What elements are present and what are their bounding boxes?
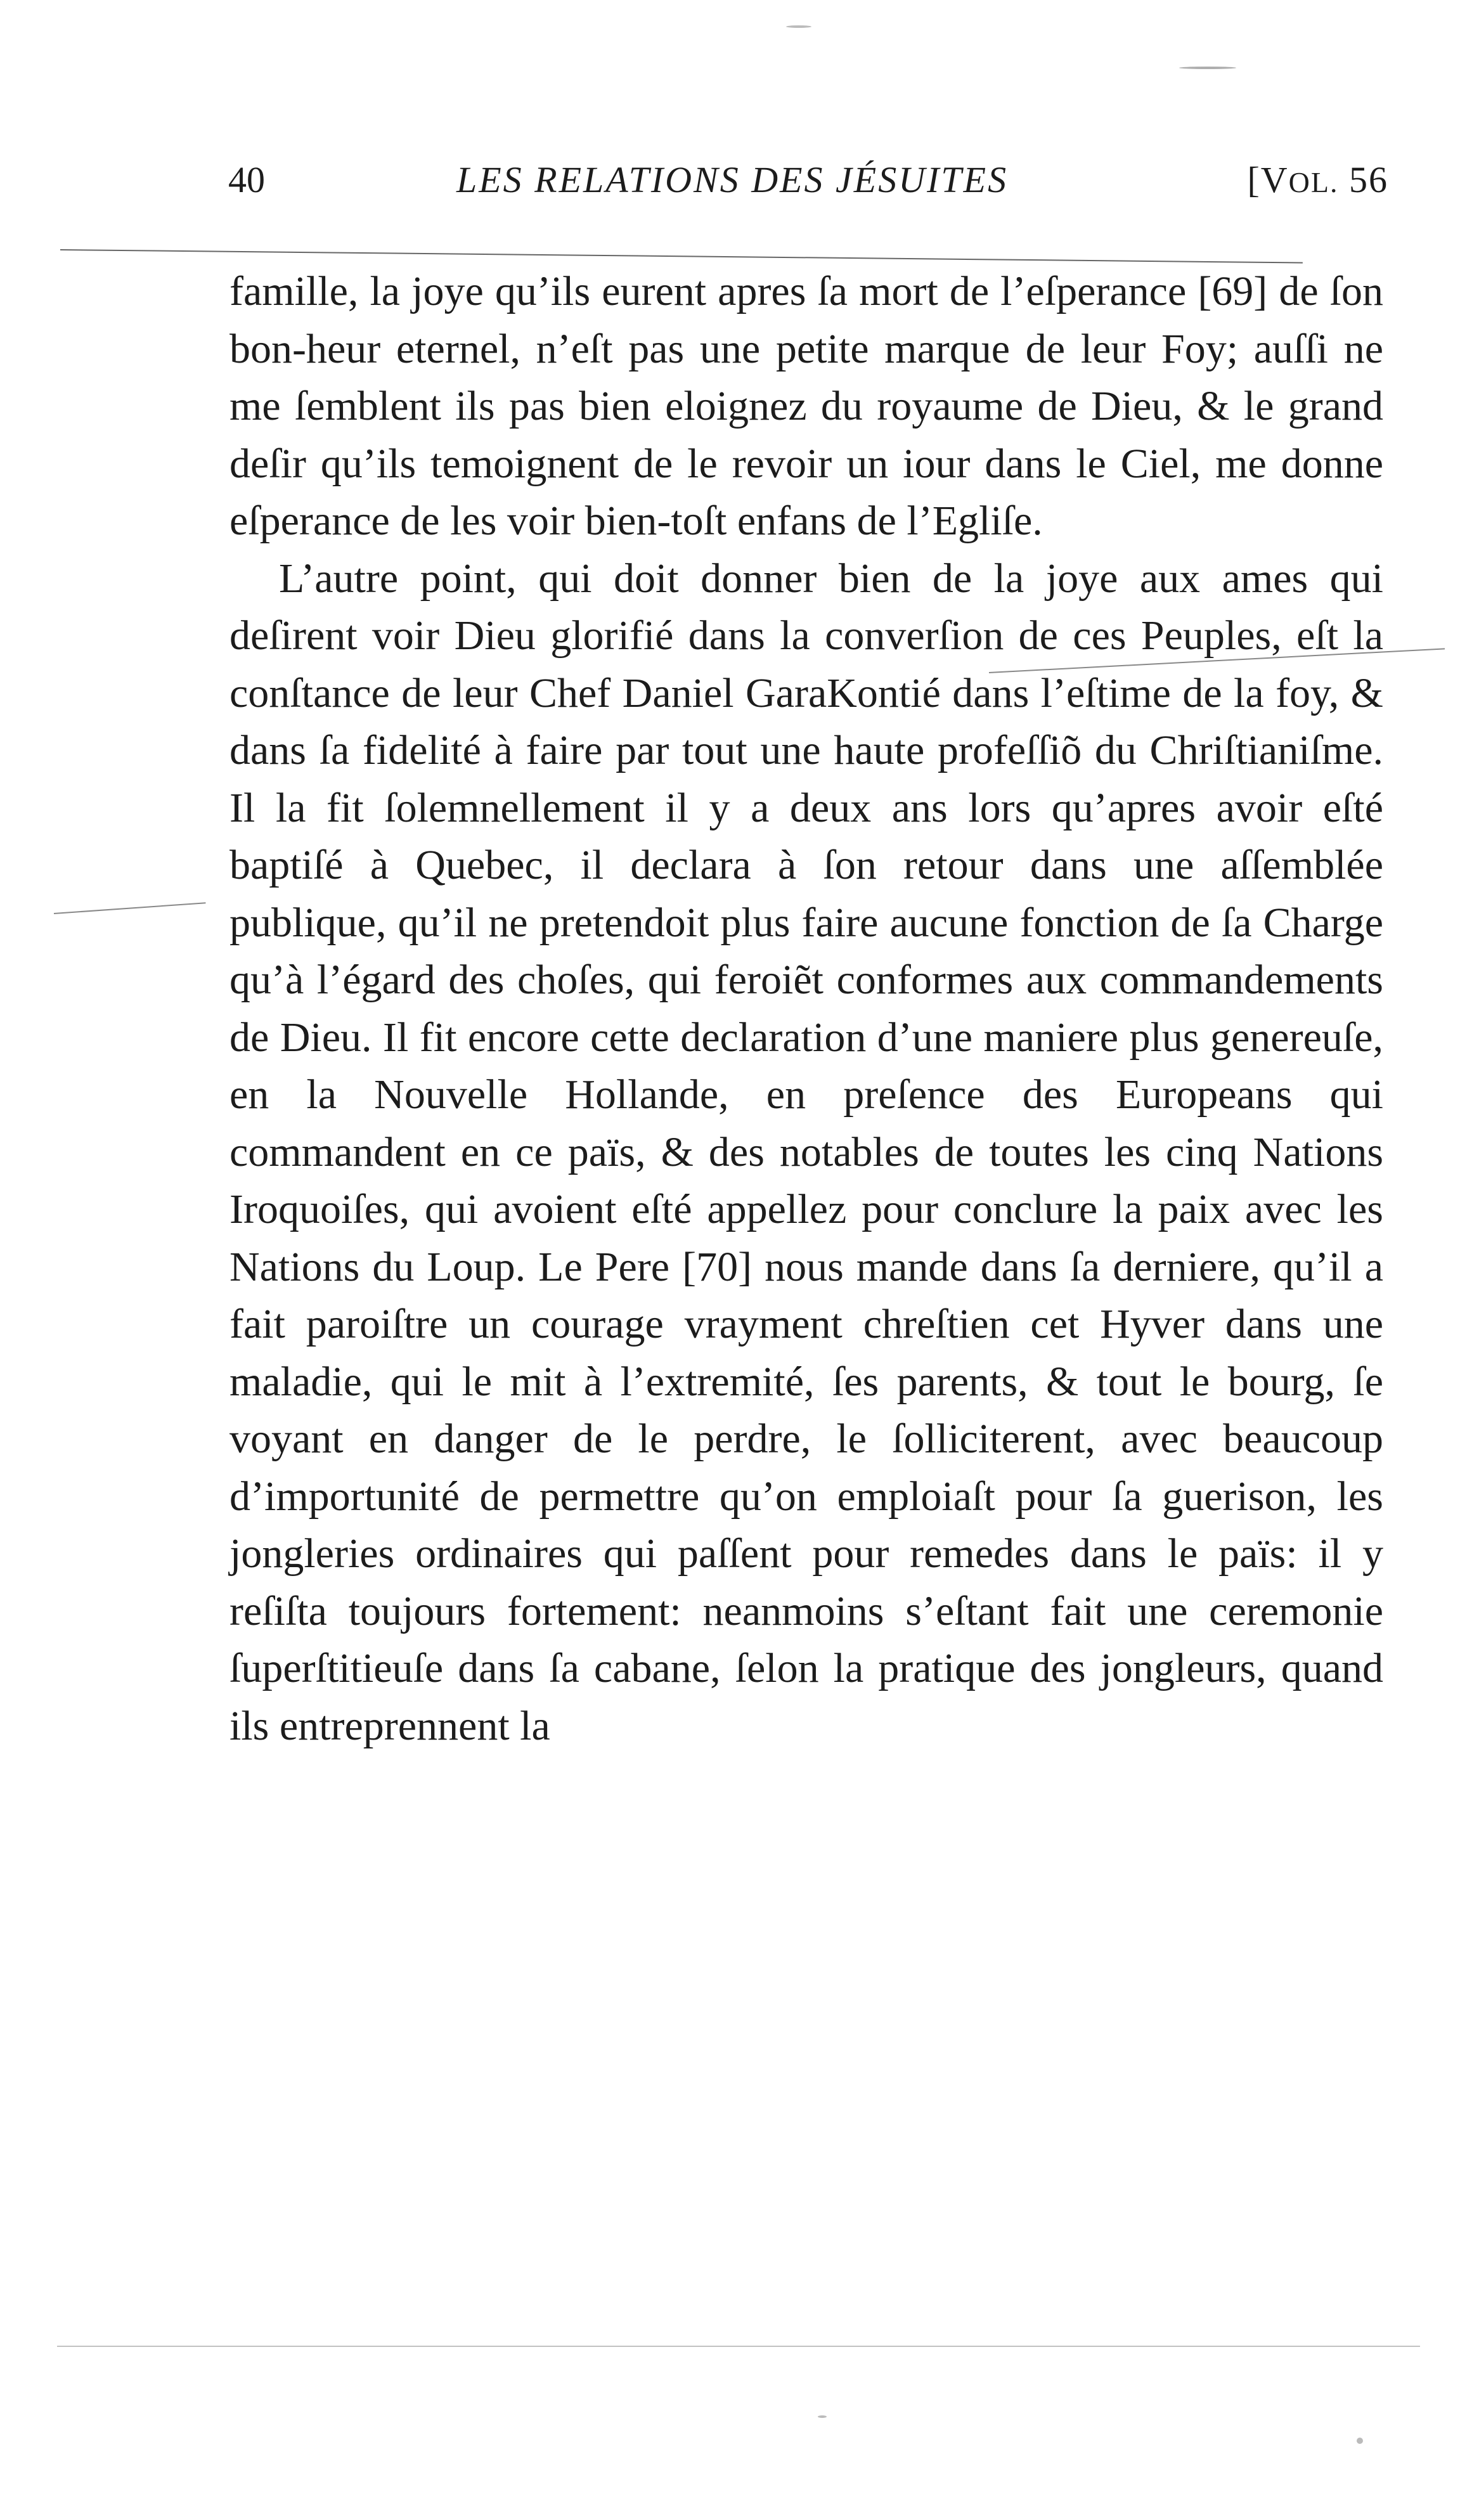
scan-line-bottom (57, 2346, 1420, 2347)
volume-label (1247, 158, 1388, 201)
running-header (228, 158, 1388, 209)
volume-prefix: [V (1247, 159, 1289, 200)
scan-line-top (60, 249, 1303, 264)
body-text (229, 263, 1383, 1755)
running-title: LES RELATIONS DES JÉSUITES (456, 159, 1009, 200)
volume-abbrev: OL. (1288, 166, 1339, 198)
paragraph: famille, la joye qu’ils eurent apres ſa mort de l’eſperance [69] de ſon bon-heur eternel, n’eſt pas une petite marque de leur Foy; auſſi ne me ſemblent ils pas bien eloignez du royaume de Dieu, & le grand deſir qu’ils temoignent de le revoir un iour dans le Ciel, me donne eſperance de les voir bien-toſt enfans de l’Egliſe. (229, 268, 1383, 544)
scan-line-left (54, 902, 206, 914)
scan-speck (1357, 2438, 1363, 2444)
scan-speck (1179, 67, 1236, 69)
page-number: 40 (228, 159, 265, 200)
volume-number: 56 (1349, 159, 1388, 200)
scan-speck (786, 25, 811, 28)
paragraph: L’autre point, qui doit donner bien de la joye aux ames qui deſirent voir Dieu glorifié dans la converſion de ces Peuples, eſt la conſtance de leur Chef Daniel GaraKontié dans l’eſtime de la foy, & dans ſa fidelité à faire par tout une haute profeſſiõ du Chriſtianiſme. Il la fit ſolemnellement il y a deux ans lors qu’apres avoir eſté baptiſé à Quebec, il declara à ſon retour dans une aſſemblée publique, qu’il ne pretendoit plus faire aucune fonction de ſa Charge qu’à l’égard des choſes, qui feroiẽt conformes aux commandements de Dieu. Il fit encore cette declaration d’une maniere plus genereuſe, en la Nouvelle Hollande, en preſence des Europeans qui commandent en ce païs, & des notables de toutes les cinq Nations Iroquoiſes, qui avoient eſté appellez pour conclure la paix avec les Nations du Loup. Le Pere [70] nous mande dans ſa derniere, qu’il a fait paroiſtre un courage vrayment chreſtien cet Hyver dans une maladie, qui le mit à l’extremité, ſes parents, & tout le bourg, ſe voyant en danger de le perdre, le ſolliciterent, avec beaucoup d’importunité de permettre qu’on emploiaſt pour ſa guerison, les jongleries ordinaires qui paſſent pour remedes dans le païs: il y reſiſta toujours fortement: neanmoins s’eſtant fait une ceremonie ſuperſtitieuſe dans ſa cabane, ſelon la pratique des jongleurs, quand ils entreprennent la (229, 555, 1383, 1749)
scan-speck (818, 2415, 827, 2418)
